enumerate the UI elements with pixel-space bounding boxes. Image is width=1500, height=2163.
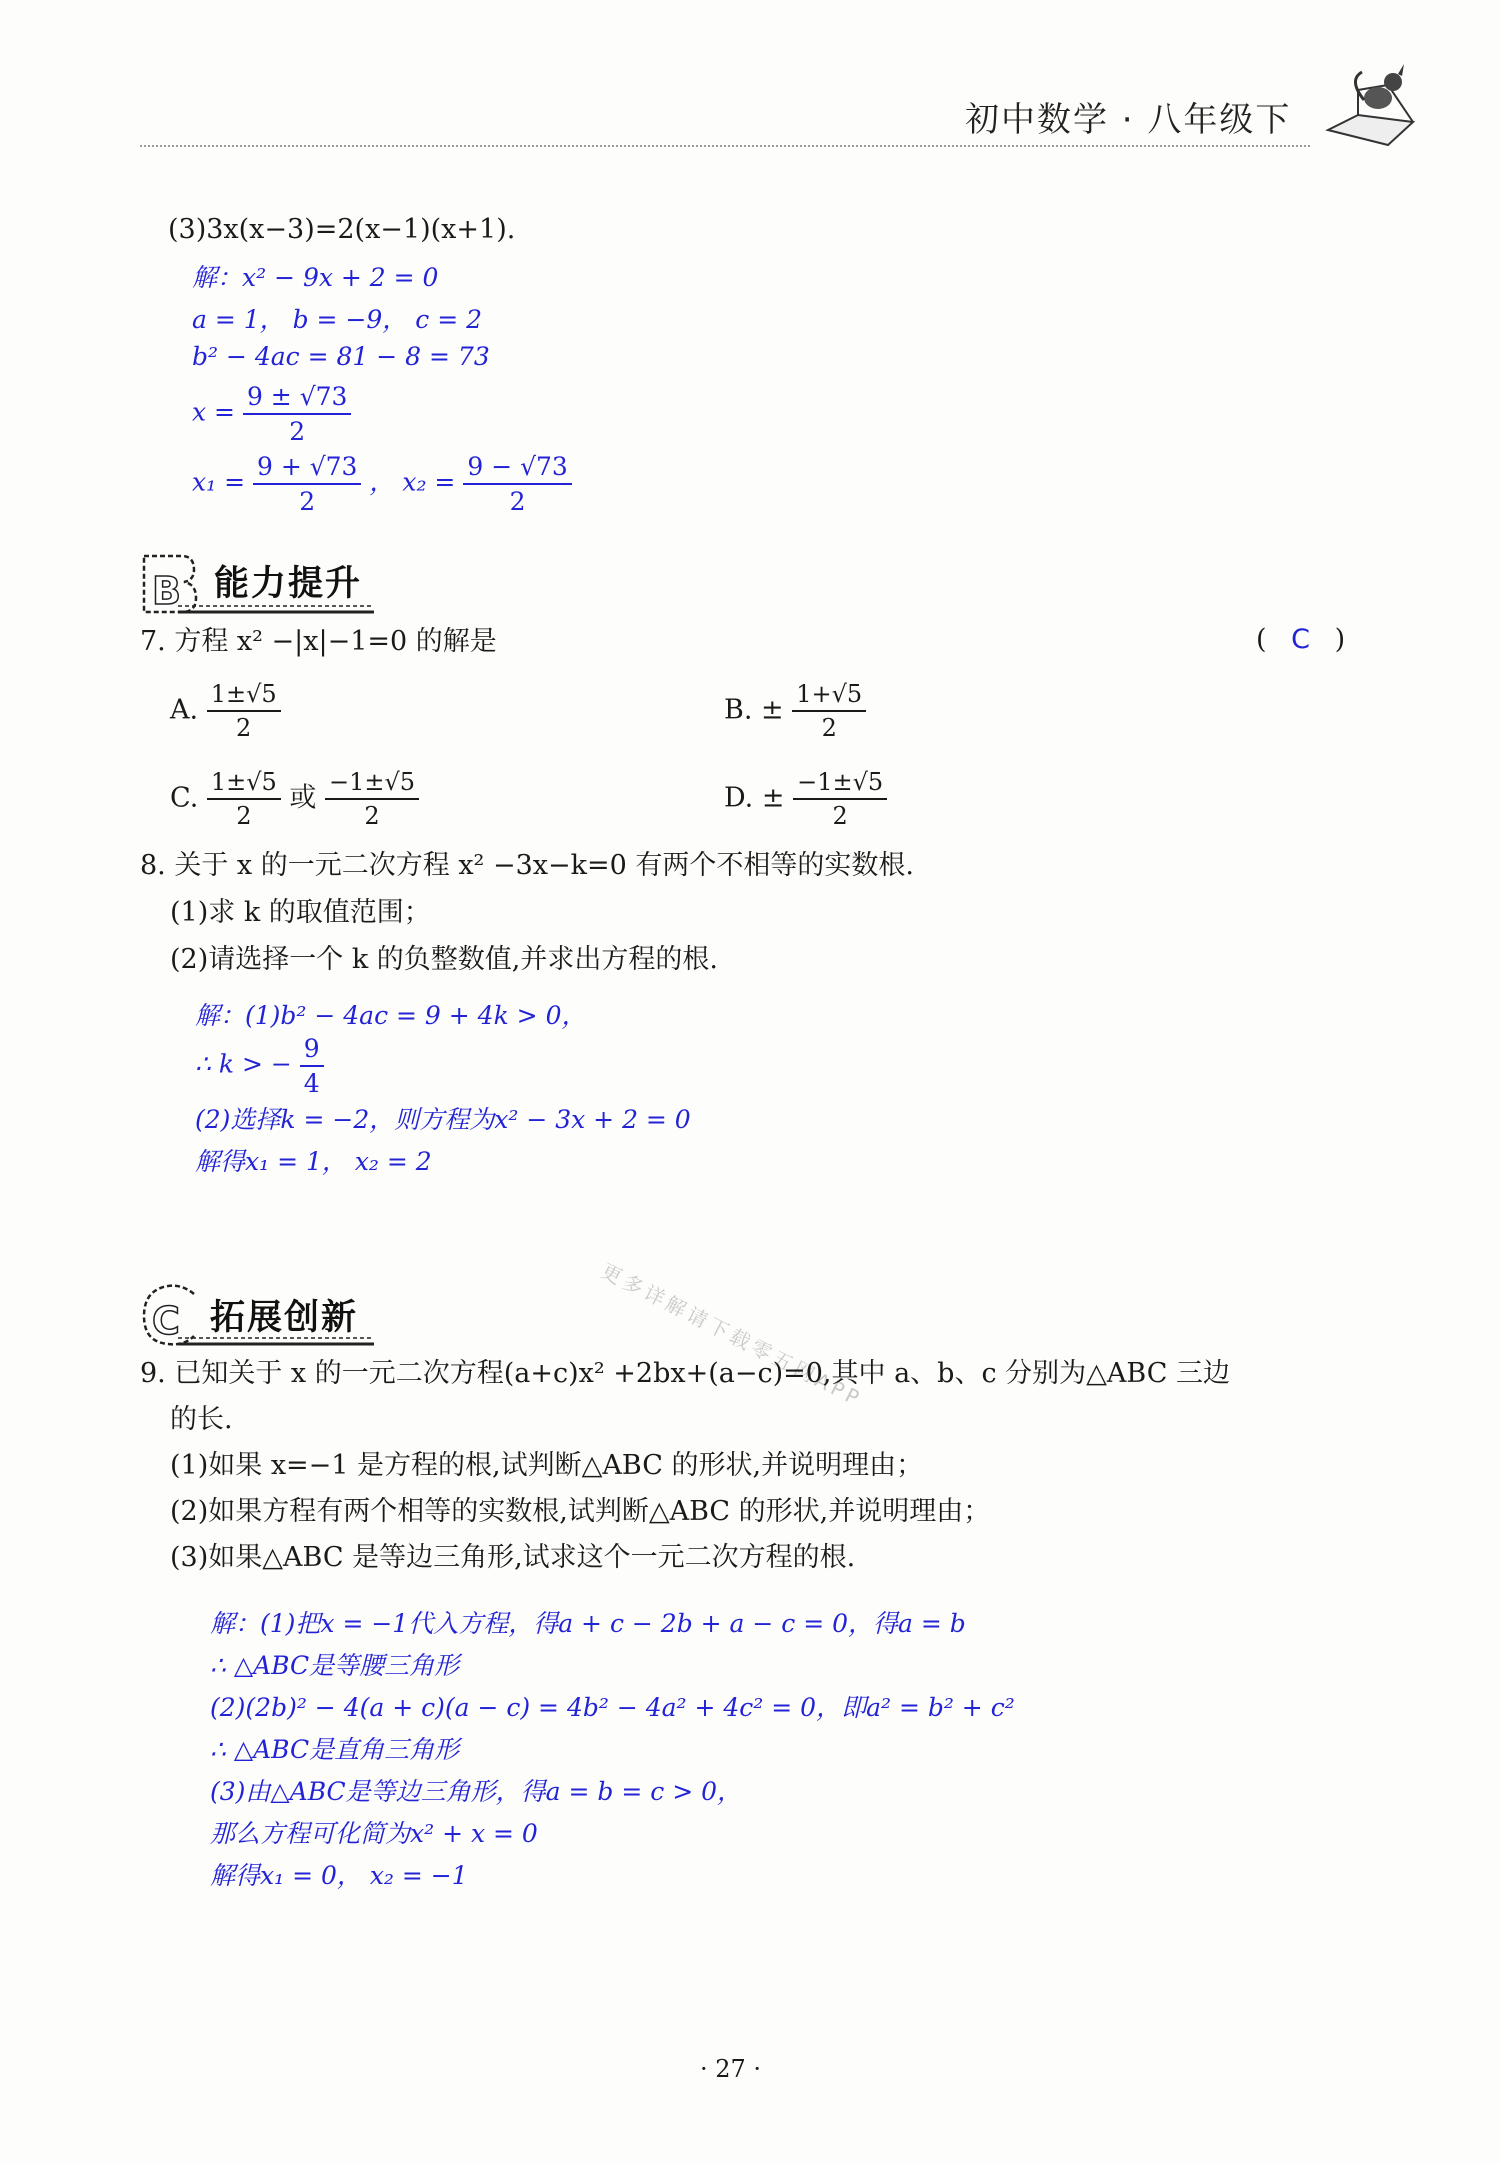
q8-k-bound-fraction [300, 1034, 324, 1098]
q7-option-d-numerator: −1±√5 [797, 768, 884, 796]
q3-x1-numerator: 9 + √73 [256, 452, 358, 481]
q7-stem: 7. 方程 x² −|x|−1=0 的解是 [140, 626, 497, 657]
q7-option-c [170, 768, 419, 830]
q3-x1-denominator: 2 [253, 483, 362, 516]
q7-answer-bracket [1256, 622, 1345, 658]
q7-bracket-open: ( [1256, 624, 1267, 655]
header-divider [140, 145, 1310, 147]
q8-answer-line-2 [195, 1034, 324, 1098]
q9-answer-line-3: (2)(2b)² − 4(a + c)(a − c) = 4b² − 4a² + 4c² = 0，即a² = b² + c² [210, 1693, 1015, 1722]
q3-x2-numerator: 9 − √73 [467, 452, 568, 481]
q8-k-bound-numerator: 9 [303, 1034, 320, 1063]
q8-k-bound-denominator: 4 [300, 1065, 324, 1098]
q7-bracket-close: ) [1334, 624, 1346, 655]
q7-option-a [170, 680, 281, 742]
q7-option-a-fraction [207, 680, 281, 742]
q9-answer-line-6: 那么方程可化简为x² + x = 0 [210, 1819, 538, 1848]
q8-part-1: (1)求 k 的取值范围； [170, 897, 431, 928]
q8-stem: 8. 关于 x 的一元二次方程 x² −3x−k=0 有两个不相等的实数根. [140, 850, 914, 881]
q3-x1-fraction [253, 452, 362, 516]
section-b-title: 能力提升 [214, 564, 363, 604]
q8-answer-line-1: 解：(1)b² − 4ac = 9 + 4k > 0， [195, 1001, 587, 1030]
q3-root-denominator: 2 [243, 413, 352, 446]
q8-part-2: (2)请选择一个 k 的负整数值,并求出方程的根. [170, 944, 718, 975]
q3-x-equals: x = [192, 397, 235, 427]
q3-x2-denominator: 2 [463, 483, 572, 516]
q9-answer-line-2: ∴ △ABC是等腰三角形 [210, 1651, 460, 1680]
q8-answer-line-3: (2)选择k = −2，则方程为x² − 3x + 2 = 0 [195, 1105, 691, 1134]
q9-part-1: (1)如果 x=−1 是方程的根,试判断△ABC 的形状,并说明理由； [170, 1450, 924, 1481]
q7-option-c-label: C. [170, 782, 199, 814]
q8-answer-line-4: 解得x₁ = 1， x₂ = 2 [195, 1147, 432, 1176]
q9-answer-line-7: 解得x₁ = 0， x₂ = −1 [210, 1861, 468, 1890]
q8-k-bound-label: ∴ k > − [195, 1049, 292, 1079]
q3-root-numerator: 9 ± √73 [246, 382, 348, 411]
q7-option-b-numerator: 1+√5 [796, 680, 863, 708]
page-number: · 27 · [700, 2055, 762, 2083]
q7-option-b [724, 680, 866, 742]
q9-answer-line-4: ∴ △ABC是直角三角形 [210, 1735, 460, 1764]
q7-option-b-label: B. ± [724, 694, 784, 726]
q3-x2-fraction [463, 452, 572, 516]
running-header-title: 初中数学 · 八年级下 [965, 100, 1292, 140]
section-c-title: 拓展创新 [210, 1298, 359, 1338]
mascot-icon [1318, 60, 1428, 155]
q7-option-b-fraction [792, 680, 866, 742]
q9-stem-line-2: 的长. [170, 1404, 233, 1435]
q3-root-fraction [243, 382, 352, 446]
q7-option-c-denominator-2: 2 [325, 798, 419, 830]
q9-stem-line-1: 9. 已知关于 x 的一元二次方程(a+c)x² +2bx+(a−c)=0,其中 a、b、c 分别为△ABC 三边 [140, 1358, 1231, 1389]
section-c-letter: C [152, 1299, 180, 1343]
q9-part-3: (3)如果△ABC 是等边三角形,试求这个一元二次方程的根. [170, 1542, 856, 1573]
q3-answer-line-4 [192, 382, 351, 446]
watermark: 更多详解请下载零五网APP [597, 1258, 867, 1412]
q3-answer-line-5 [192, 452, 572, 516]
q9-part-2: (2)如果方程有两个相等的实数根,试判断△ABC 的形状,并说明理由； [170, 1496, 991, 1527]
q7-option-a-denominator: 2 [207, 710, 281, 742]
q7-option-d [724, 768, 887, 830]
q7-option-c-fraction-2 [325, 768, 419, 830]
q3-answer-line-1: 解：x² − 9x + 2 = 0 [192, 263, 439, 292]
q9-answer-line-5: (3)由△ABC是等边三角形，得a = b = c > 0， [210, 1777, 742, 1806]
q7-option-d-denominator: 2 [793, 798, 887, 830]
q7-option-c-denominator-1: 2 [207, 798, 281, 830]
q7-answer-choice: C [1291, 624, 1310, 655]
q7-option-a-label: A. [170, 694, 199, 726]
q7-option-a-numerator: 1±√5 [210, 680, 277, 708]
q3-x2-label: ， x₂ = [369, 467, 456, 497]
q3-stem: (3)3x(x−3)=2(x−1)(x+1). [168, 214, 516, 245]
q3-x1-label: x₁ = [192, 467, 246, 497]
q7-option-d-label: D. ± [724, 782, 785, 814]
q7-option-c-fraction-1 [207, 768, 281, 830]
section-b-letter: B [152, 569, 181, 613]
q7-option-c-numerator-1: 1±√5 [210, 768, 277, 796]
q7-option-c-or: 或 [289, 782, 317, 814]
q3-answer-line-2: a = 1， b = −9， c = 2 [192, 305, 482, 334]
q7-option-c-numerator-2: −1±√5 [329, 768, 416, 796]
q7-option-d-fraction [793, 768, 887, 830]
q9-answer-line-1: 解：(1)把x = −1代入方程，得a + c − 2b + a − c = 0，得a = b [210, 1609, 966, 1638]
q3-answer-line-3: b² − 4ac = 81 − 8 = 73 [192, 342, 490, 371]
q7-option-b-denominator: 2 [792, 710, 866, 742]
